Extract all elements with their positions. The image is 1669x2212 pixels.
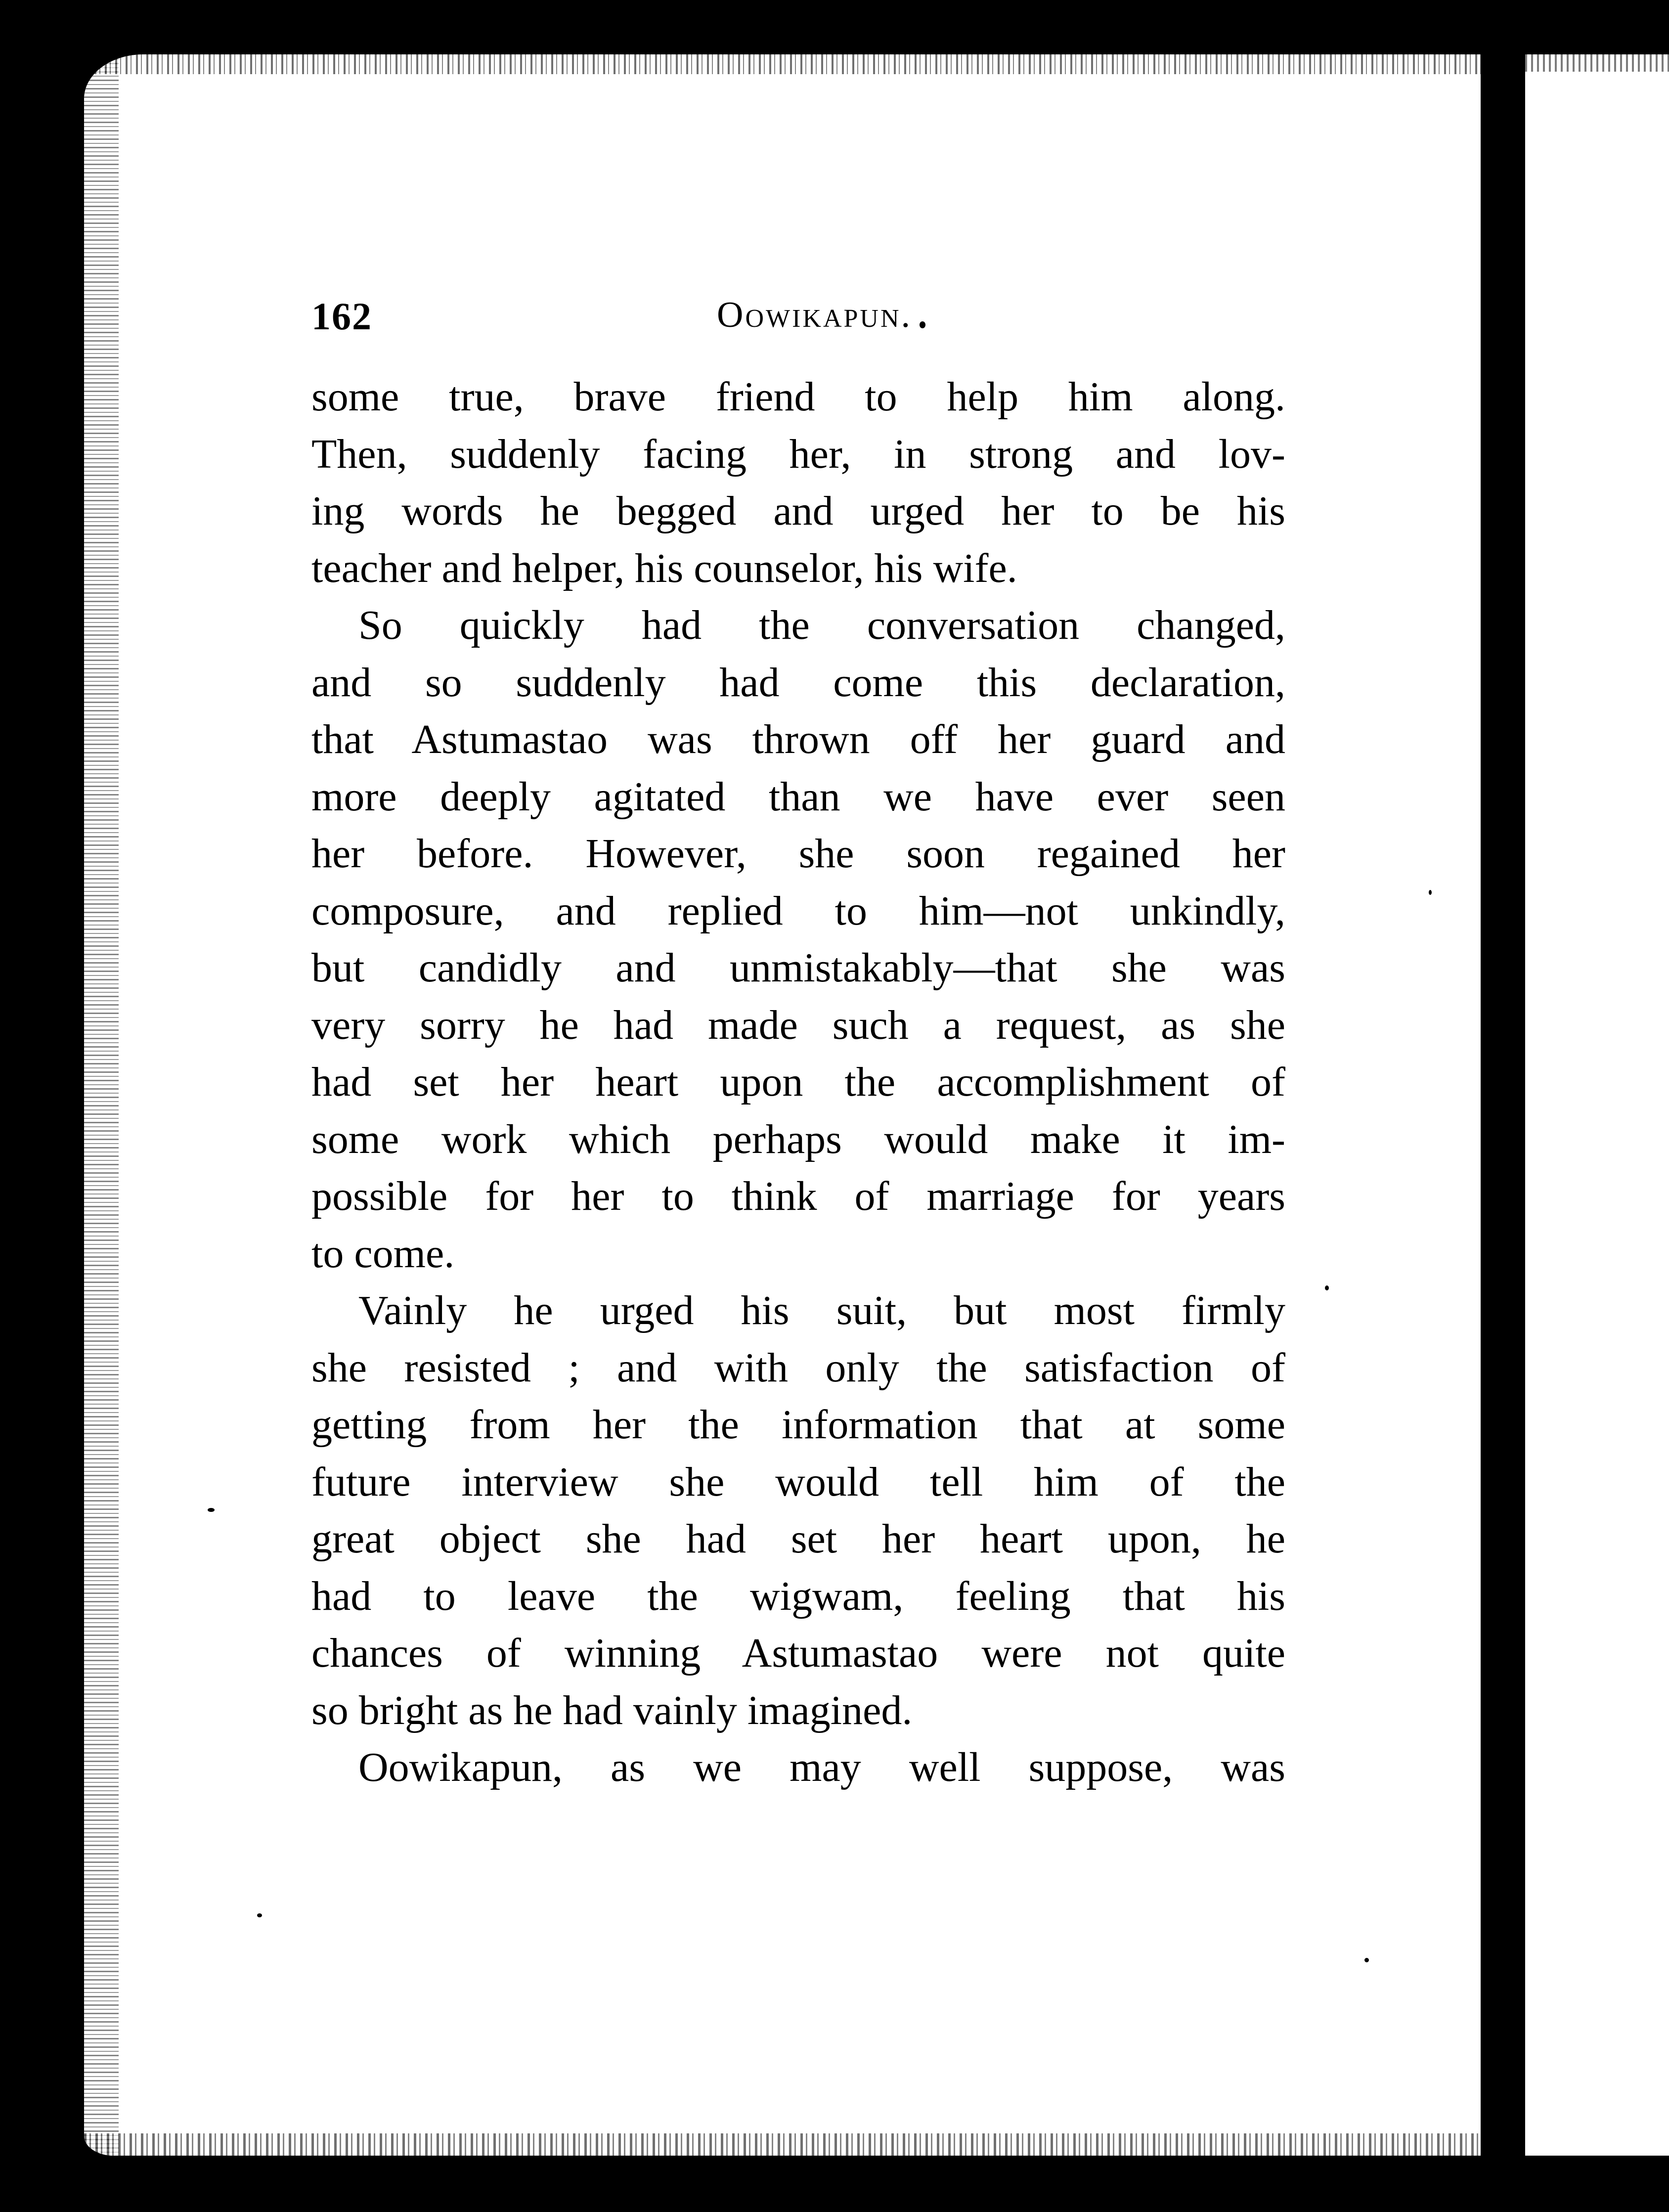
scan-speck (257, 1913, 262, 1917)
running-title: Oowikapun. (717, 295, 913, 335)
text-line: chances of winning Astumastao were not quite (311, 1630, 1285, 1676)
text-line: Then, suddenly facing her, in strong and lov- (311, 431, 1285, 477)
text-line: some work which perhaps would make it im- (311, 1116, 1285, 1162)
scan-speck (1325, 1285, 1329, 1290)
text-line: more deeply agitated than we have ever seen (311, 773, 1285, 820)
text-line: great object she had set her heart upon, he (311, 1516, 1285, 1562)
text-line: Oowikapun, as we may well suppose, was (358, 1744, 1285, 1790)
scan-speck (1364, 1958, 1369, 1962)
text-line: ing words he begged and urged her to be his (311, 488, 1285, 534)
text-line: had set her heart upon the accomplishment of (311, 1059, 1285, 1105)
body-text (311, 368, 1285, 1796)
page-scan-edge-top (84, 54, 1495, 74)
text-line: so bright as he had vainly imagined. (311, 1687, 913, 1733)
text-line: Vainly he urged his suit, but most firmly (358, 1287, 1285, 1333)
text-line: composure, and replied to him—not unkindly, (311, 887, 1285, 934)
text-line: that Astumastao was thrown off her guard and (311, 716, 1285, 762)
text-line: future interview she would tell him of the (311, 1459, 1285, 1505)
page-scan-edge-bottom (84, 2133, 1495, 2156)
text-line: to come. (311, 1230, 455, 1277)
scan-speck (1429, 890, 1432, 895)
page-scan-edge-left (84, 54, 119, 2156)
text-line: had to leave the wigwam, feeling that his (311, 1573, 1285, 1619)
facing-page-edge (1525, 54, 1669, 2156)
scan-speck (208, 1508, 215, 1512)
text-line: some true, brave friend to help him along. (311, 374, 1285, 420)
text-line: possible for her to think of marriage for years (311, 1173, 1285, 1219)
book-gutter (1481, 54, 1525, 2156)
text-line: getting from her the information that at some (311, 1402, 1285, 1448)
scan-speck (920, 321, 925, 328)
running-head (311, 294, 1013, 354)
page-number: 162 (311, 295, 372, 338)
text-line: very sorry he had made such a request, as she (311, 1002, 1285, 1048)
facing-page-scan-edge (1525, 54, 1669, 72)
text-line: So quickly had the conversation changed, (358, 602, 1285, 648)
text-line: teacher and helper, his counselor, his wife. (311, 545, 1017, 591)
text-line: but candidly and unmistakably—that she was (311, 945, 1285, 991)
text-line: and so suddenly had come this declaration, (311, 659, 1285, 706)
text-line: her before. However, she soon regained her (311, 831, 1285, 877)
text-line: she resisted ; and with only the satisfaction of (311, 1344, 1285, 1391)
